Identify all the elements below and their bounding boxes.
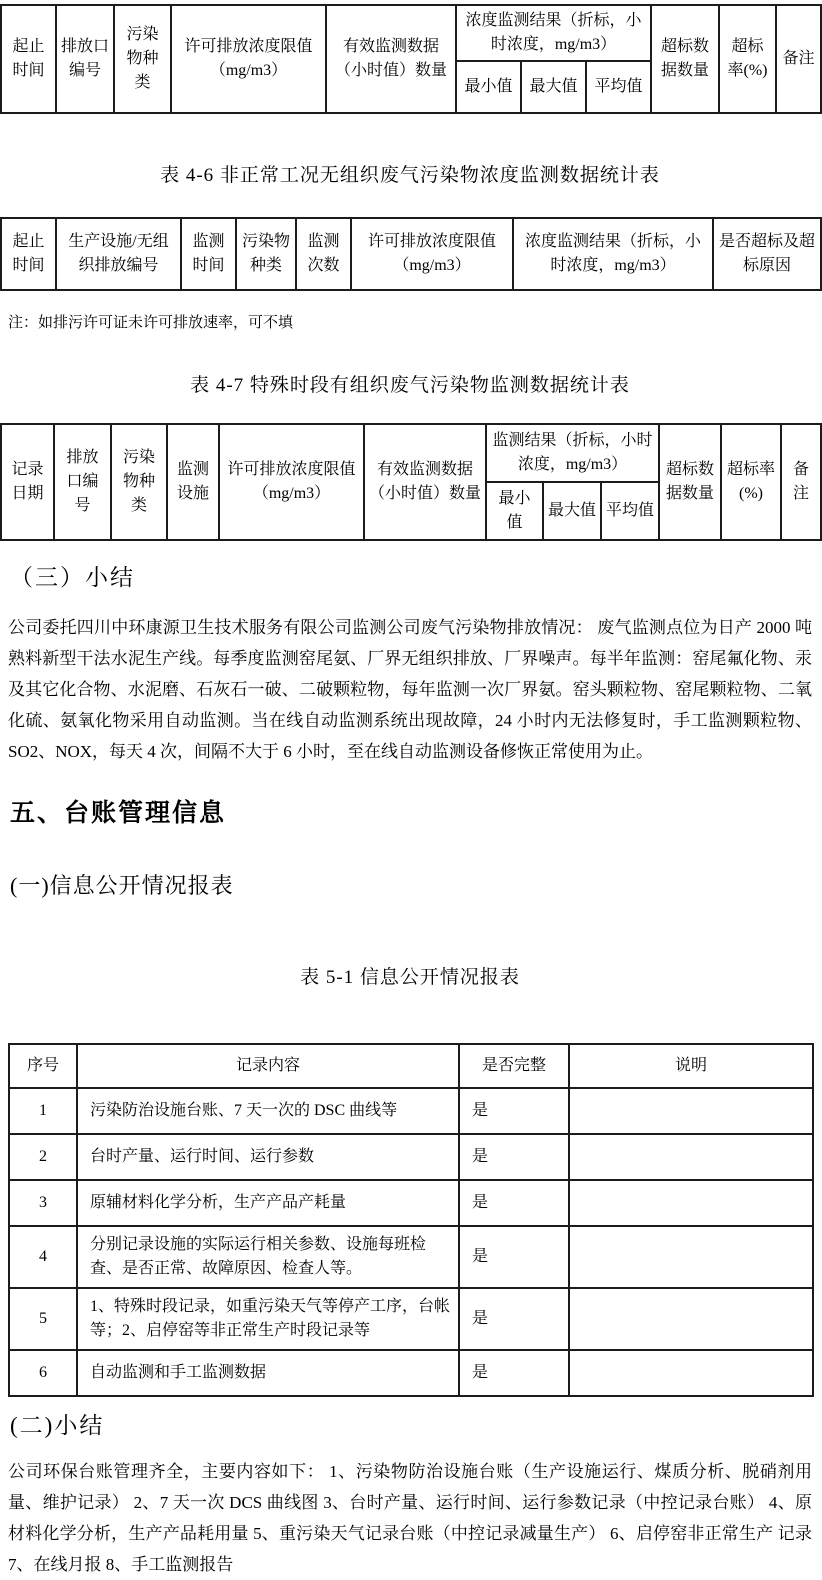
header-cell-monitor-count: 监测次数: [296, 218, 351, 290]
section-5-heading: 五、台账管理信息: [10, 800, 227, 827]
cell-serial-no: 3: [9, 1180, 77, 1226]
header-cell-min: 最小值: [486, 482, 543, 540]
cell-description: [569, 1350, 813, 1396]
header-cell-valid-data-count: 有效监测数据（小时值）数量: [364, 424, 486, 540]
cell-serial-no: 2: [9, 1134, 77, 1180]
header-cell-exceed-count: 超标数据数量: [651, 5, 719, 113]
table-row: [9, 1226, 813, 1288]
header-cell-record-date: 记录日期: [1, 424, 54, 540]
header-cell-exceed-count: 超标数据数量: [659, 424, 721, 540]
table-row: [9, 1350, 813, 1396]
table-5-1-title: 表 5-1 信息公开情况报表: [300, 967, 520, 988]
header-cell-outlet-no: 排放口编号: [56, 5, 114, 113]
section-3-summary-heading: （三）小结: [10, 565, 135, 590]
section-5-sub-2-heading: (二)小结: [10, 1413, 105, 1438]
table-organized-gas-monitoring-continued: [0, 4, 822, 114]
cell-is-complete: 是: [459, 1226, 569, 1288]
table-4-7-title: 表 4-7 特殊时段有组织废气污染物监测数据统计表: [190, 375, 630, 396]
header-cell-pollutant-type: 污染物种类: [111, 424, 167, 540]
header-cell-avg: 平均值: [586, 61, 651, 113]
table-4-7: [0, 423, 822, 541]
header-cell-serial-no: 序号: [9, 1044, 77, 1088]
header-cell-pollutant-type: 污染物种类: [114, 5, 171, 113]
cell-record-content: 原辅材料化学分析，生产产品产耗量: [77, 1180, 459, 1226]
table-4-6-title: 表 4-6 非正常工况无组织废气污染物浓度监测数据统计表: [160, 165, 660, 186]
section-5-summary-paragraph: 公司环保台账管理齐全，主要内容如下： 1、污染物防治设施台账（生产设施运行、煤质分析、脱硝剂用量、维护记录） 2、7 天一次 DCS 曲线图 3、台时产量、运行时间、运行参数记录（中控记录台账） 4、原材料化学分析，生产产品耗用量 5、重污染天气记录台账（中控记录减量生产） 6、启停窑非正常生产 记录 7、在线月报 8、手工监测报告: [8, 1462, 812, 1574]
table-4-6: [0, 217, 822, 291]
header-cell-valid-data-count: 有效监测数据（小时值）数量: [326, 5, 456, 113]
header-cell-is-complete: 是否完整: [459, 1044, 569, 1088]
header-cell-avg: 平均值: [601, 482, 659, 540]
header-cell-pollutant-type: 污染物种类: [236, 218, 296, 290]
cell-description: [569, 1134, 813, 1180]
cell-is-complete: 是: [459, 1088, 569, 1134]
cell-serial-no: 6: [9, 1350, 77, 1396]
header-cell-remarks: 备注: [776, 5, 821, 113]
cell-record-content: 1、特殊时段记录，如重污染天气等停产工序，台帐等；2、启停窑等非正常生产时段记录等: [77, 1288, 459, 1350]
header-cell-start-end-time: 起止时间: [1, 5, 56, 113]
header-cell-exceed-reason: 是否超标及超标原因: [713, 218, 821, 290]
header-cell-outlet-no: 排放口编号: [54, 424, 111, 540]
cell-description: [569, 1226, 813, 1288]
header-cell-max: 最大值: [521, 61, 586, 113]
header-cell-exceed-rate: 超标率(%): [721, 424, 781, 540]
table-row: [9, 1288, 813, 1350]
cell-record-content: 分别记录设施的实际运行相关参数、设施每班检查、是否正常、故障原因、检查人等。: [77, 1226, 459, 1288]
cell-description: [569, 1088, 813, 1134]
cell-description: [569, 1180, 813, 1226]
table-row: [9, 1134, 813, 1180]
header-cell-permitted-limit: 许可排放浓度限值（mg/m3）: [219, 424, 364, 540]
header-cell-monitor-facility: 监测设施: [167, 424, 219, 540]
header-cell-result-group: 监测结果（折标，小时浓度，mg/m3）: [486, 424, 659, 482]
cell-serial-no: 1: [9, 1088, 77, 1134]
cell-serial-no: 5: [9, 1288, 77, 1350]
header-cell-exceed-rate: 超标率(%): [719, 5, 776, 113]
cell-is-complete: 是: [459, 1134, 569, 1180]
header-cell-permitted-limit: 许可排放浓度限值（mg/m3）: [171, 5, 326, 113]
header-cell-monitor-time: 监测时间: [181, 218, 236, 290]
section-3-summary-paragraph: 公司委托四川中环康源卫生技术服务有限公司监测公司废气污染物排放情况： 废气监测点位为日产 2000 吨熟料新型干法水泥生产线。每季度监测窑尾氨、厂界无组织排放、厂界噪声。每半年监测：窑尾氟化物、汞及其它化合物、水泥磨、石灰石一破、二破颗粒物，每年监测一次厂界氨。窑头颗粒物、窑尾颗粒物、二氧化硫、氨氧化物采用自动监测。当在线自动监测系统出现故障，24 小时内无法修复时，手工监测颗粒物、SO2、NOX，每天 4 次，间隔不大于 6 小时，至在线自动监测设备修恢正常使用为止。: [8, 618, 812, 761]
cell-serial-no: 4: [9, 1226, 77, 1288]
table-row: [9, 1180, 813, 1226]
header-cell-start-end-time: 起止时间: [1, 218, 56, 290]
header-cell-max: 最大值: [543, 482, 601, 540]
header-cell-min: 最小值: [456, 61, 521, 113]
cell-is-complete: 是: [459, 1180, 569, 1226]
header-cell-facility-fugitive-no: 生产设施/无组织排放编号: [56, 218, 181, 290]
header-cell-permitted-limit: 许可排放浓度限值（mg/m3）: [351, 218, 513, 290]
table-4-6-note: 注：如排污许可证未许可排放速率，可不填: [8, 315, 294, 331]
cell-record-content: 自动监测和手工监测数据: [77, 1350, 459, 1396]
cell-record-content: 台时产量、运行时间、运行参数: [77, 1134, 459, 1180]
header-cell-record-content: 记录内容: [77, 1044, 459, 1088]
cell-is-complete: 是: [459, 1350, 569, 1396]
table-row: [9, 1088, 813, 1134]
table-5-1: [8, 1043, 814, 1397]
cell-description: [569, 1288, 813, 1350]
header-cell-description: 说明: [569, 1044, 813, 1088]
header-cell-result-group: 浓度监测结果（折标，小时浓度，mg/m3）: [456, 5, 651, 61]
header-cell-remarks: 备注: [781, 424, 821, 540]
section-5-sub-1-heading: (一)信息公开情况报表: [10, 873, 234, 898]
cell-is-complete: 是: [459, 1288, 569, 1350]
header-cell-concentration-result: 浓度监测结果（折标，小时浓度，mg/m3）: [513, 218, 713, 290]
cell-record-content: 污染防治设施台账、7 天一次的 DSC 曲线等: [77, 1088, 459, 1134]
